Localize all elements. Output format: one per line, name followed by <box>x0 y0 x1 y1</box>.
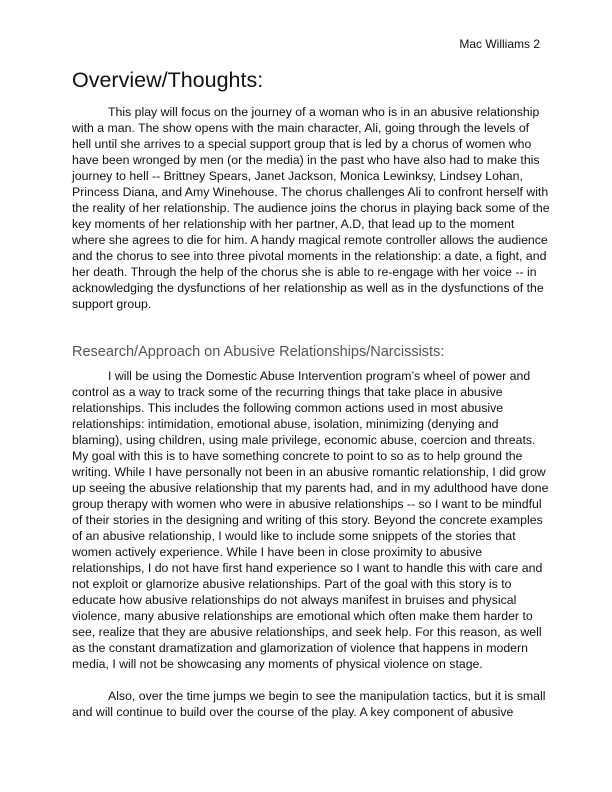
paragraph-research <box>72 368 549 672</box>
text-line: have been wronged by men (or the media) in the past who have also had to make this <box>72 153 540 167</box>
text-line: hell until she arrives to a special support group that is led by a chorus of women who <box>72 137 532 151</box>
text-line: educate how abusive relationships do not always manifest in bruises and physical <box>72 593 517 607</box>
section-heading-research: Research/Approach on Abusive Relationships/Narcissists: <box>72 344 445 360</box>
text-line: control as a way to track some of the recurring things that take place in abusive <box>72 385 503 399</box>
text-line: support group. <box>72 297 152 311</box>
text-line: relationships. This includes the following common actions used in most abusive <box>72 401 504 415</box>
text-line: up seeing the abusive relationship that my parents had, and in my adulthood have done <box>72 481 549 495</box>
text-line: group therapy with women who were in abusive relationships -- so I want to be mindful <box>72 497 542 511</box>
text-line: with a man. The show opens with the main character, Ali, going through the levels of <box>72 121 530 135</box>
section-heading-overview: Overview/Thoughts: <box>72 68 264 92</box>
text-line: women actively experience. While I have been in close proximity to abusive <box>72 545 483 559</box>
running-header: Mac Williams 2 <box>459 37 540 51</box>
text-line: My goal with this is to have something concrete to point to so as to help ground the <box>72 449 523 463</box>
text-line: relationships, I do not have first hand experience so I want to handle this with care and <box>72 561 543 575</box>
text-line: writing. While I have personally not been in an abusive romantic relationship, I did grow <box>72 465 546 479</box>
text-line: This play will focus on the journey of a woman who is in an abusive relationship <box>108 105 540 119</box>
text-line: the reality of her relationship. The audience joins the chorus in playing back some of the <box>72 201 550 215</box>
text-line: her death. Through the help of the chorus she is able to re-engage with her voice -- in <box>72 265 537 279</box>
text-line: see, realize that they are abusive relationships, and seek help. For this reason, as well <box>72 625 542 639</box>
text-line: Princess Diana, and Amy Winehouse. The chorus challenges Ali to confront herself with <box>72 185 549 199</box>
text-line: of an abusive relationship, I would like to include some snippets of the stories that <box>72 529 516 543</box>
text-line: relationships: intimidation, emotional abuse, isolation, minimizing (denying and <box>72 417 499 431</box>
text-line: violence, many abusive relationships are emotional which often make them harder to <box>72 609 533 623</box>
paragraph-overview <box>72 104 550 312</box>
text-line: blaming), using children, using male privilege, economic abuse, coercion and threats. <box>72 433 536 447</box>
text-line: acknowledging the dysfunctions of her relationship as well as in the dysfunctions of the <box>72 281 544 295</box>
text-line: where she agrees to die for him. A handy magical remote controller allows the audience <box>72 233 548 247</box>
text-line: as the constant dramatization and glamorization of violence that happens in modern <box>72 641 528 655</box>
text-line: media, I will not be showcasing any moments of physical violence on stage. <box>72 657 483 671</box>
text-line: not exploit or glamorize abusive relationships. Part of the goal with this story is to <box>72 577 512 591</box>
text-line: Also, over the time jumps we begin to see the manipulation tactics, but it is small <box>108 689 546 703</box>
text-line: of their stories in the designing and writing of this story. Beyond the concrete examples <box>72 513 543 527</box>
text-line: journey to hell -- Brittney Spears, Janet Jackson, Monica Lewinksy, Lindsey Lohan, <box>72 169 523 183</box>
text-line: and will continue to build over the course of the play. A key component of abusive <box>72 705 514 719</box>
text-line: key moments of her relationship with her partner, A.D, that lead up to the moment <box>72 217 515 231</box>
text-line: and the chorus to see into three pivotal moments in the relationship: a date, a fight, and <box>72 249 547 263</box>
text-line: I will be using the Domestic Abuse Intervention program’s wheel of power and <box>108 369 531 383</box>
paragraph-also <box>72 688 546 720</box>
